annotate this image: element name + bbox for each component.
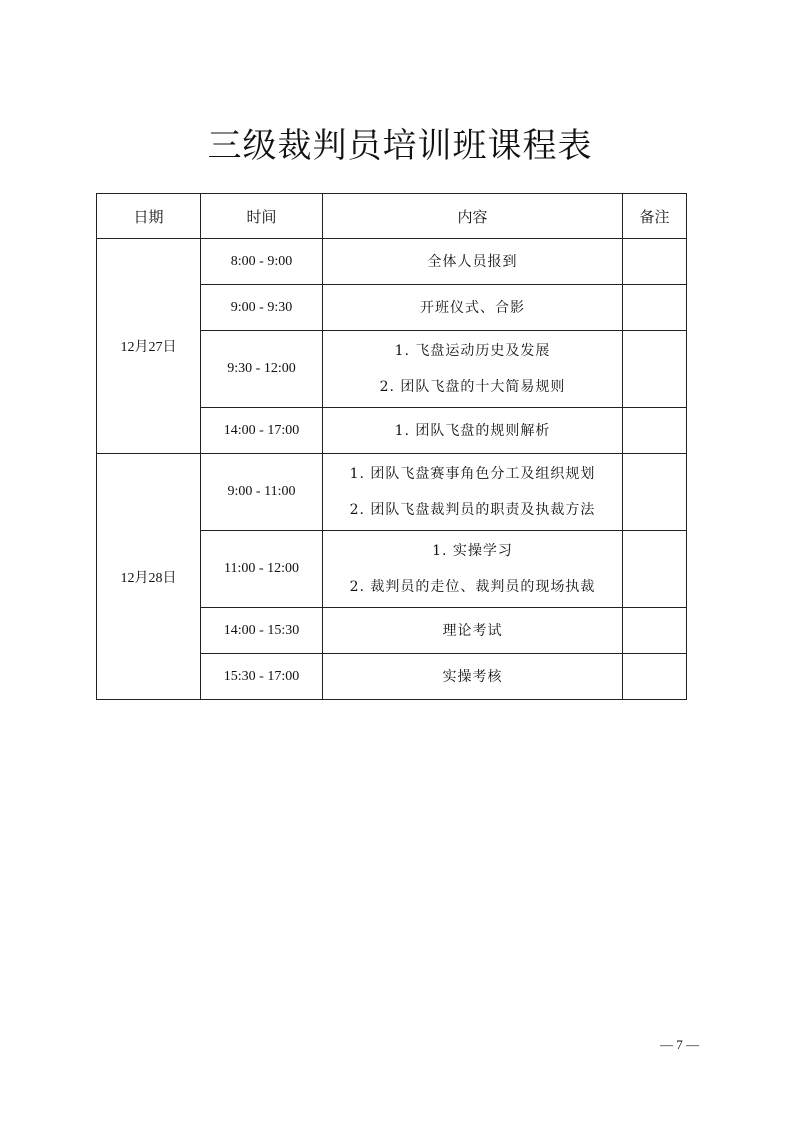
content-line: 1. 团队飞盘赛事角色分工及组织规划 (349, 466, 596, 482)
note-cell (623, 654, 687, 700)
note-cell (623, 408, 687, 454)
time-cell: 9:30 - 12:00 (201, 331, 323, 408)
content-cell (323, 331, 623, 408)
time-cell: 9:00 - 9:30 (201, 285, 323, 331)
time-cell: 14:00 - 15:30 (201, 608, 323, 654)
note-cell (623, 531, 687, 608)
time-cell: 11:00 - 12:00 (201, 531, 323, 608)
header-date: 日期 (97, 194, 201, 239)
content-line: 2. 团队飞盘裁判员的职责及执裁方法 (349, 502, 596, 518)
page-number: — 7 — (660, 1037, 699, 1052)
content-cell (323, 239, 623, 285)
content-line: 1. 实操学习 (432, 543, 513, 559)
content-cell (323, 654, 623, 700)
content-line: 1. 飞盘运动历史及发展 (394, 343, 551, 359)
note-cell (623, 239, 687, 285)
header-content: 内容 (323, 194, 623, 239)
time-cell: 14:00 - 17:00 (201, 408, 323, 454)
header-notes: 备注 (623, 194, 687, 239)
table-row (97, 239, 687, 285)
header-time: 时间 (201, 194, 323, 239)
content-line: 开班仪式、合影 (420, 299, 525, 316)
content-line: 2. 裁判员的走位、裁判员的现场执裁 (349, 579, 596, 595)
content-line: 1. 团队飞盘的规则解析 (394, 422, 551, 439)
document-title: 三级裁判员培训班课程表 (207, 126, 593, 166)
note-cell (623, 454, 687, 531)
content-line: 全体人员报到 (427, 253, 518, 270)
time-cell: 9:00 - 11:00 (201, 454, 323, 531)
note-cell (623, 608, 687, 654)
content-line: 2. 团队飞盘的十大简易规则 (379, 379, 566, 395)
content-cell (323, 285, 623, 331)
content-cell (323, 454, 623, 531)
header-row (97, 194, 687, 239)
note-cell (623, 285, 687, 331)
content-line: 实操考核 (442, 668, 503, 685)
schedule-table (96, 193, 687, 700)
date-cell: 12月27日 (97, 239, 201, 454)
time-cell: 15:30 - 17:00 (201, 654, 323, 700)
content-cell (323, 531, 623, 608)
time-cell: 8:00 - 9:00 (201, 239, 323, 285)
content-cell (323, 408, 623, 454)
content-cell (323, 608, 623, 654)
note-cell (623, 331, 687, 408)
table-row (97, 454, 687, 531)
content-line: 理论考试 (442, 622, 503, 639)
date-cell: 12月28日 (97, 454, 201, 700)
